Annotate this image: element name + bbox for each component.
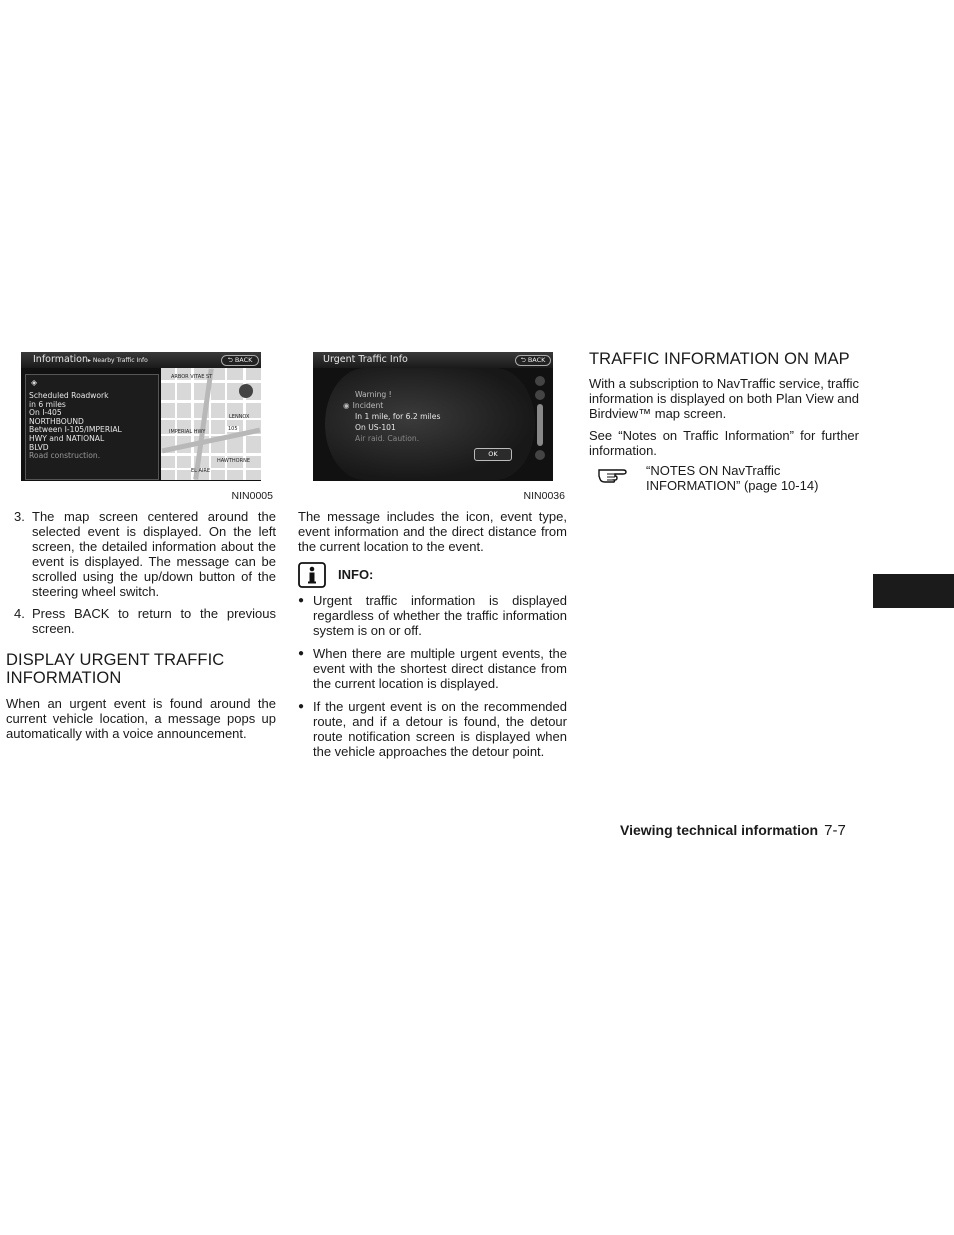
back-button: ⮌ BACK: [221, 355, 259, 366]
chapter-tab: [873, 574, 954, 608]
traffic-event-icon: [239, 384, 253, 398]
step-4: 4. Press BACK to return to the previous screen.: [14, 606, 276, 636]
back-button: ⮌ BACK: [515, 355, 551, 366]
message-text: Scheduled Roadwork in 6 miles On I-405 NORTHBOUND Between I-105/IMPERIAL HWY and NATIONAL BLVD Road construction.: [29, 391, 122, 461]
message-text: Warning ! ◉ Incident In 1 mile, for 6.2 miles On US-101 Air raid. Caution.: [343, 390, 441, 443]
body-paragraph: When an urgent event is found around the current vehicle location, a message pops up automatically with a voice announcement.: [6, 696, 276, 741]
map-label: 105: [228, 426, 238, 432]
scroll-bar: [535, 376, 545, 472]
message-panel: [25, 374, 159, 480]
bullet-item: ● Urgent traffic information is displayed regardless of whether the traffic information system is on or off.: [298, 593, 567, 638]
footer-section: Viewing technical information: [620, 822, 819, 838]
info-label: INFO:: [338, 567, 374, 582]
body-paragraph: See “Notes on Traffic Information” for further information.: [589, 428, 859, 458]
nearby-traffic-info-screenshot: [21, 352, 261, 481]
event-icon: ◈: [31, 378, 38, 387]
pointing-hand-icon: [597, 464, 629, 484]
reference-text: “NOTES ON NavTraffic INFORMATION” (page 10-14): [646, 463, 819, 493]
info-header: [298, 562, 567, 590]
incident-icon: ◉: [343, 401, 350, 410]
screen-title: Urgent Traffic Info: [323, 354, 408, 365]
body-paragraph: With a subscription to NavTraffic service, traffic information is displayed on both Plan View and Birdview™ map screen.: [589, 376, 859, 421]
map-view: [161, 368, 261, 480]
page-footer: [620, 822, 846, 839]
body-paragraph: The message includes the icon, event type, event information and the direct distance from the current location to the event.: [298, 509, 567, 554]
step-3: 3. The map screen centered around the selected event is displayed. On the left screen, the detailed information about the event is displayed. The message can be scrolled using the up/down button of the steering wheel switch.: [14, 509, 276, 599]
info-icon: [298, 562, 326, 588]
section-heading: TRAFFIC INFORMATION ON MAP: [589, 350, 850, 368]
cross-reference: [589, 463, 859, 493]
section-heading: DISPLAY URGENT TRAFFIC INFORMATION: [6, 651, 225, 687]
figure-caption: NIN0005: [231, 490, 273, 502]
screen-title: Information▸ Nearby Traffic Info: [33, 354, 148, 365]
urgent-traffic-info-screenshot: [313, 352, 553, 481]
ok-button: OK: [474, 448, 512, 461]
middle-column: [298, 509, 567, 759]
map-label: ARBOR VITAE ST: [171, 374, 213, 380]
page-number: 7-7: [824, 822, 846, 839]
map-label: IMPERIAL HWY: [169, 429, 206, 435]
bullet-item: ● When there are multiple urgent events, the event with the shortest direct distance from the current location is displayed.: [298, 646, 567, 691]
figure-caption: NIN0036: [523, 490, 565, 502]
map-label: HAWTHORNE: [217, 458, 250, 464]
bullet-item: ● If the urgent event is on the recommended route, and if a detour is found, the detour route notification screen is displayed when the vehicle approaches the detour point.: [298, 699, 567, 759]
map-label: EL AIRE: [191, 468, 211, 474]
map-label: LENNOX: [229, 414, 250, 420]
left-column: [6, 509, 276, 741]
right-column: [589, 350, 859, 493]
